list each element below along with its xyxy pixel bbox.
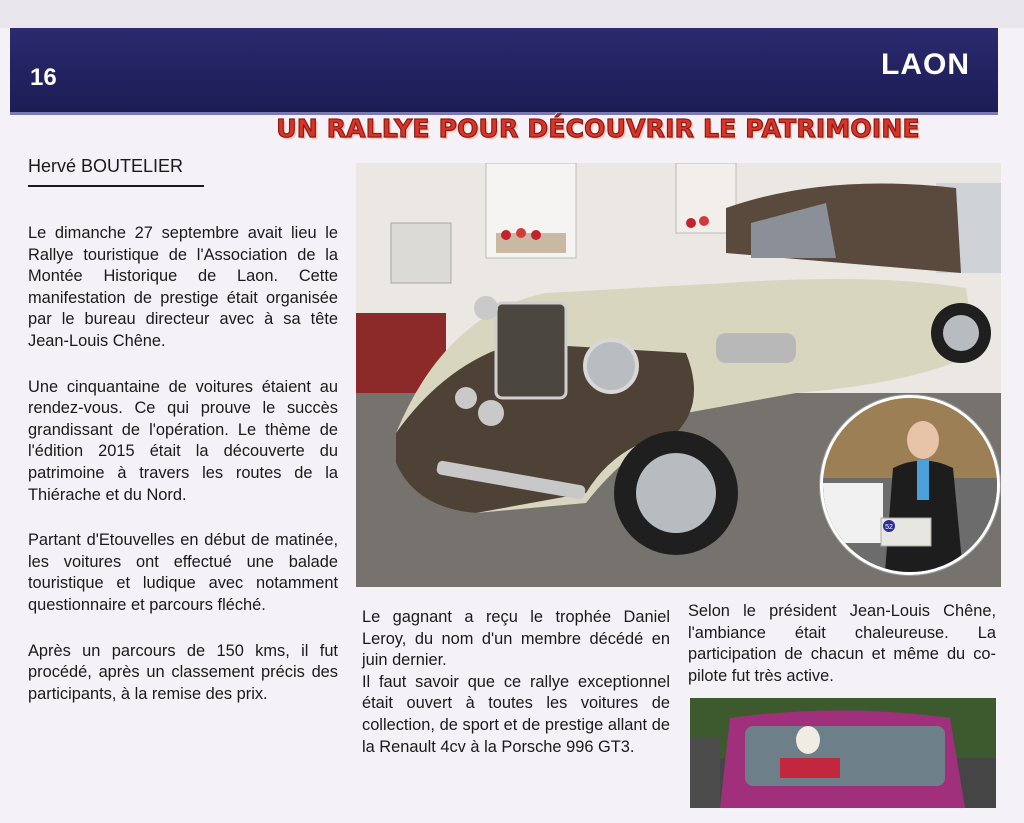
plate-number: 52 <box>885 524 893 531</box>
paragraph: Le dimanche 27 septembre avait lieu le Rallye touristique de l'Association de la Montée Historique de Laon. Cette manifestation de prestige était organisée par le bureau directeur avec à sa tête Jean-Louis Chêne. <box>28 224 338 350</box>
header-band <box>10 28 998 112</box>
column-2 <box>362 607 670 779</box>
paragraph: Le gagnant a reçu le trophée Daniel Leroy, du nom d'un membre décédé en juin dernier. <box>362 608 670 670</box>
paragraph: Selon le président Jean-Louis Chêne, l'ambiance était chaleureuse. La participation de chacun et même du co-pilote fut très active. <box>688 602 996 685</box>
column-3 <box>688 601 996 708</box>
author-byline: Hervé BOUTELIER <box>28 156 204 187</box>
scan-edge <box>0 0 1024 28</box>
paragraph: Partant d'Etouvelles en début de matinée, les voitures ont effectué une balade touristique et ludique avec notamment questionnaire et parcours fléché. <box>28 531 338 614</box>
paragraph: Après un parcours de 150 kms, il fut procédé, après un classement précis des participants, à la remise des prix. <box>28 641 338 703</box>
column-1 <box>28 223 338 726</box>
section-title: LAON <box>881 48 970 81</box>
person-illustration <box>823 398 997 572</box>
paragraph: Il faut savoir que ce rallye exceptionnel était ouvert à toutes les voitures de collection, de sport et de prestige allant de la Renault 4cv à la Porsche 996 GT3. <box>362 672 670 756</box>
page-number: 16 <box>30 64 57 91</box>
paragraph: Une cinquantaine de voitures étaient au rendez-vous. Ce qui prouve le succès grandissant de l'opération. Le thème de l'édition 2015 était la découverte du patrimoine à travers les routes de la Thiérache et du Nord. <box>28 377 338 504</box>
small-photo <box>690 698 996 808</box>
inset-portrait <box>820 395 1000 575</box>
article-title: UN RALLYE POUR DÉCOUVRIR LE PATRIMOINE <box>276 114 920 143</box>
purple-car-illustration <box>690 698 996 808</box>
